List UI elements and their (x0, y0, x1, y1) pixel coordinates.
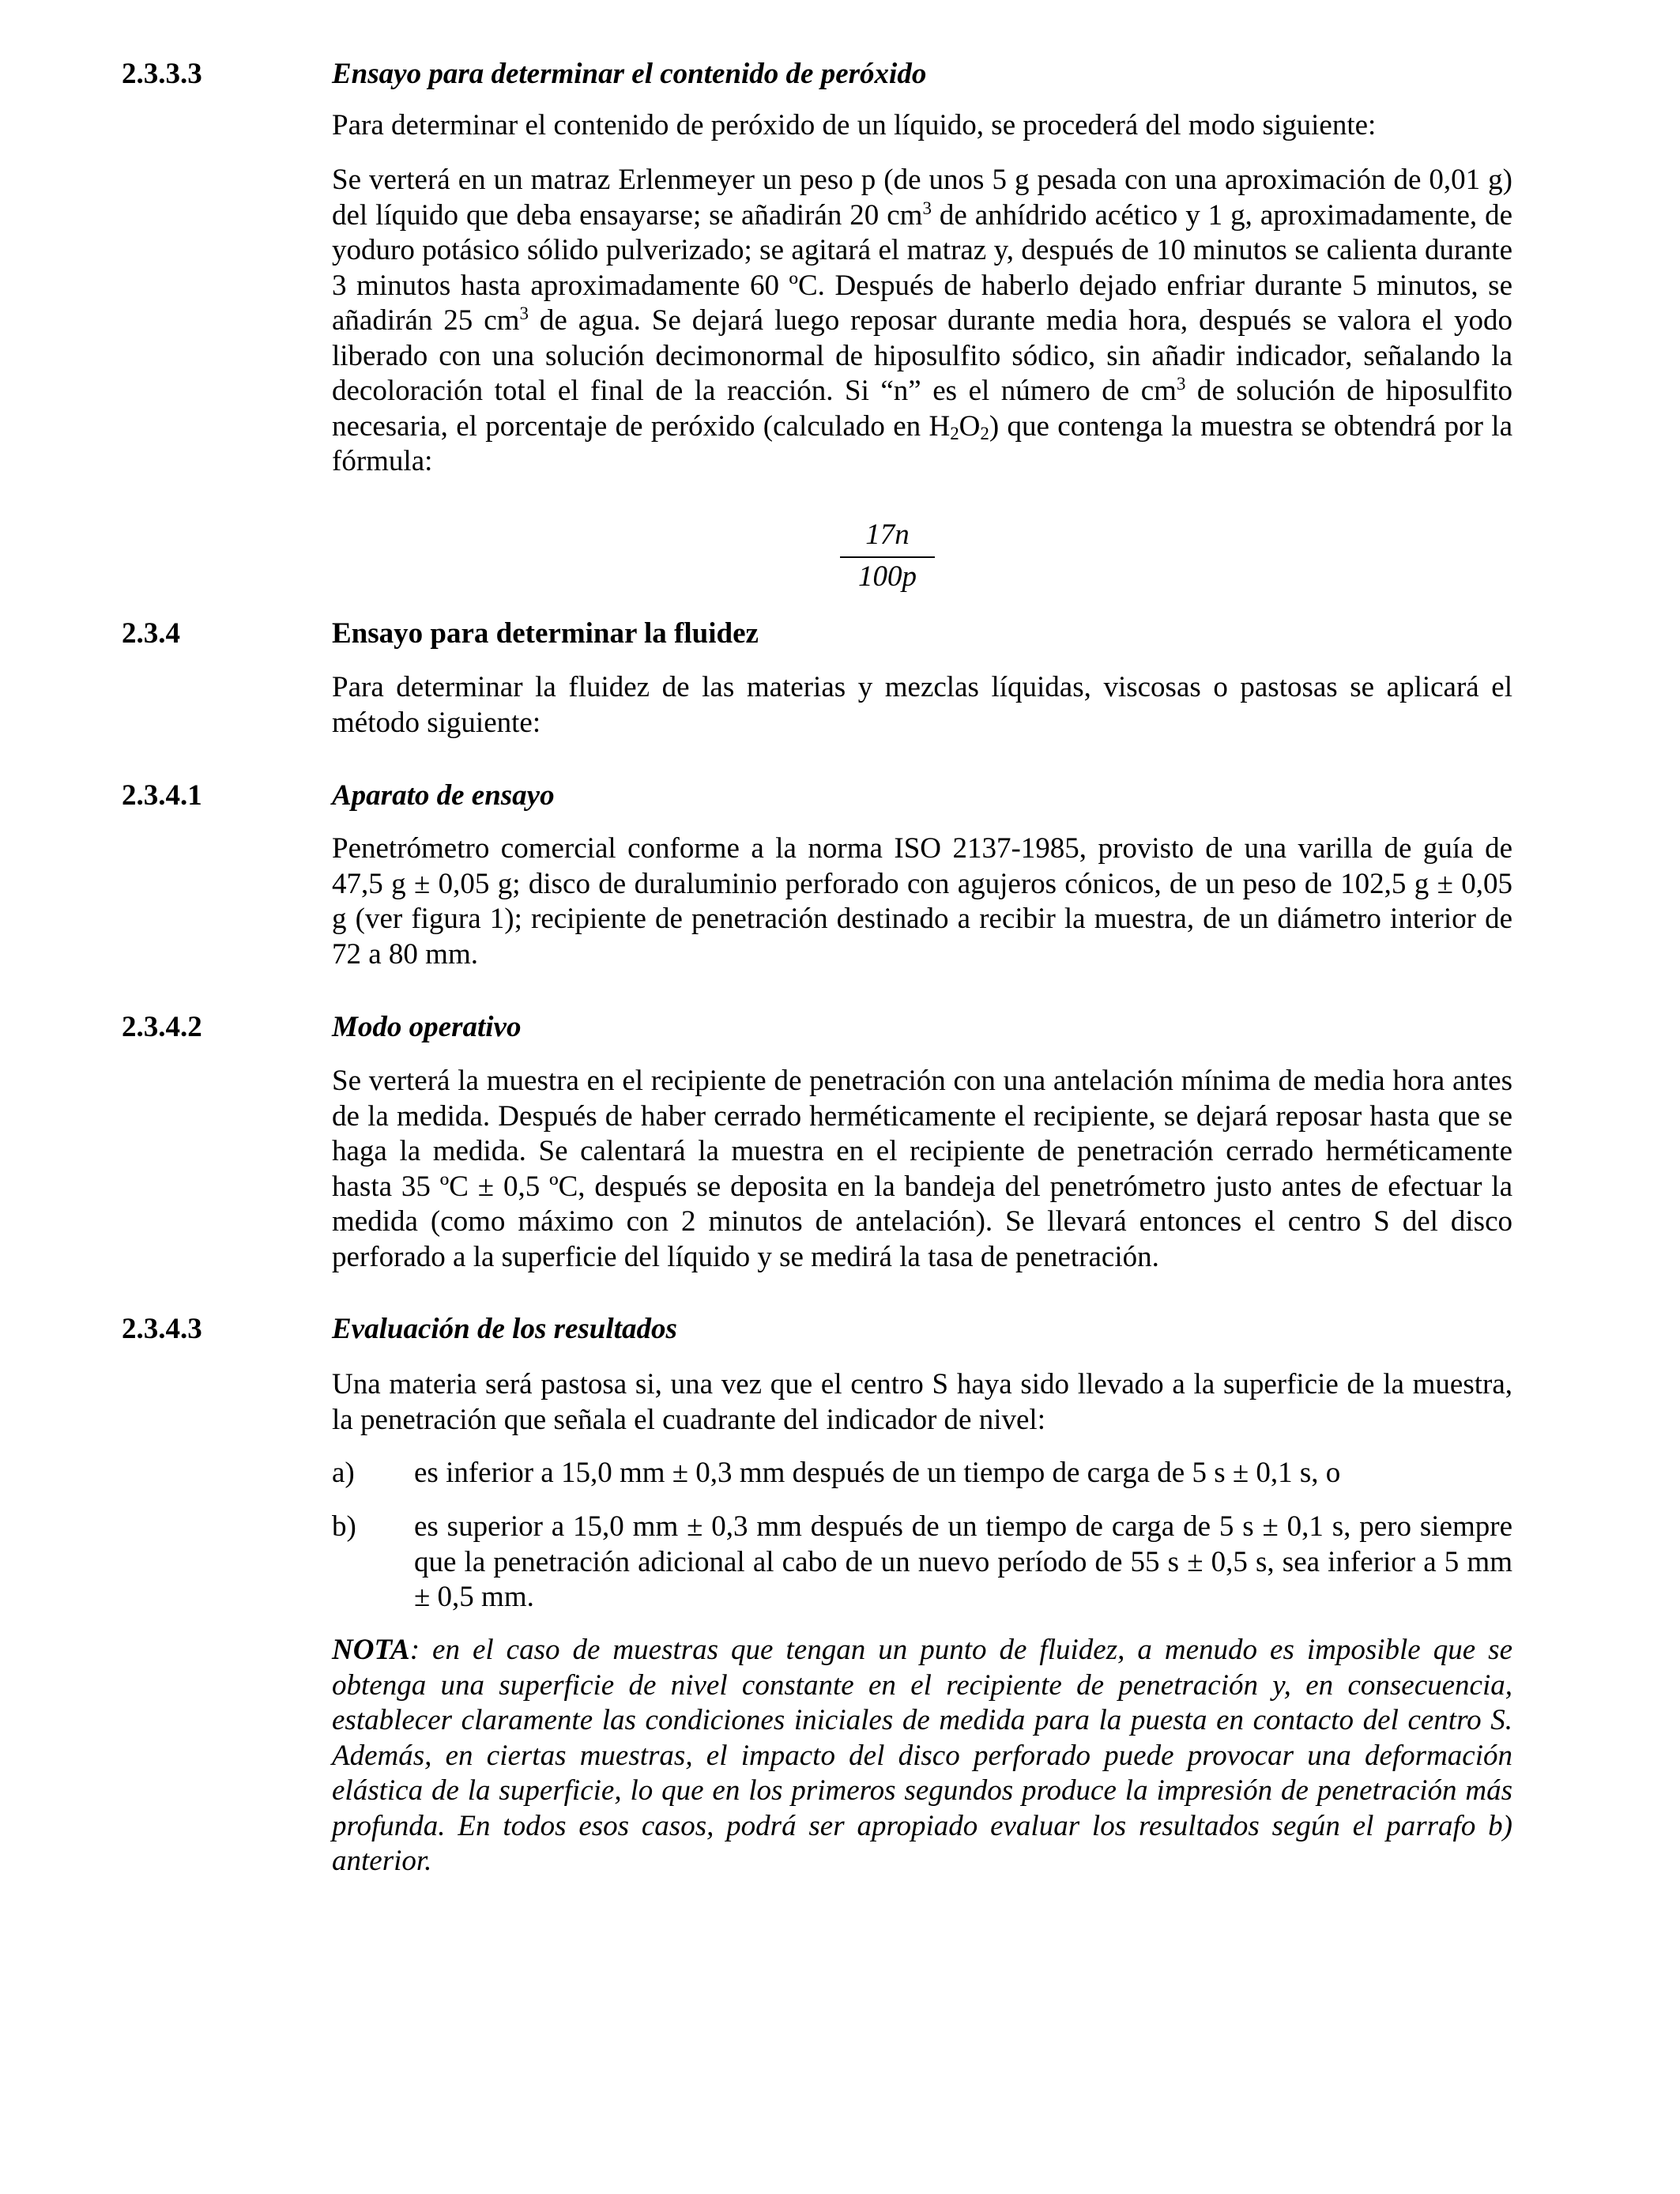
formula-denominator: 100p (858, 560, 917, 593)
text-run: Se verterá en un matraz Erlenmeyer un peso p (de unos 5 g pesada con una aproximación de 0,01 g) del líquido que deba ensayarse; se añadirán 20 cm (332, 164, 1512, 232)
section-2-3-4-2-body (332, 1064, 1512, 1275)
list-text: es inferior a 15,0 mm ± 0,3 mm después de un tiempo de carga de 5 s ± 0,1 s, o (414, 1457, 1341, 1489)
text-run: de anhídrido acético y 1 g, aproximadamente, de yoduro potásico sólido pulverizado; se agitará el matraz y, después de 10 minutos se calienta durante 3 minutos hasta aproximadamente 60 ºC. Después de haberlo dejado enfriar durante 5 minutos, se añadirán 25 cm (332, 198, 1512, 337)
paragraph: Para determinar la fluidez de las materias y mezclas líquidas, viscosas o pastosas se aplicará el método siguiente: (332, 671, 1512, 739)
superscript: 3 (519, 303, 529, 324)
formula-numerator: 17n (840, 518, 935, 558)
section-2-3-4-intro (332, 670, 1512, 741)
subscript: 2 (980, 423, 989, 443)
section-2-3-4-3-intro (332, 1367, 1512, 1438)
section-number: 2.3.4.2 (122, 1011, 202, 1043)
note-paragraph (332, 1633, 1512, 1879)
section-number: 2.3.4.1 (122, 779, 202, 812)
section-title: Ensayo para determinar el contenido de peróxido (332, 58, 927, 90)
section-2-3-3-3-body (332, 163, 1512, 480)
section-title: Evaluación de los resultados (332, 1313, 677, 1345)
text-run: ) que contenga la muestra se obtendrá por la fórmula: (332, 409, 1512, 477)
section-title: Ensayo para determinar la fluidez (332, 617, 759, 650)
superscript: 3 (1176, 374, 1186, 394)
note-text: : en el caso de muestras que tengan un punto de fluidez, a menudo es imposible que se obtenga una superficie de nivel constante en el recipiente de penetración y, en consecuencia, establecer claramente las condiciones iniciales de medida para la puesta en contacto del centro S. Además, en ciertas muestras, el impacto del disco perforado puede provocar una deformación elástica de la superficie, lo que en los primeros segundos produce la impresión de penetración más profunda. En todos esos casos, podrá ser apropiado evaluar los resultados según el parrafo b) anterior. (332, 1634, 1512, 1877)
section-number: 2.3.4.3 (122, 1313, 202, 1345)
paragraph: Penetrómetro comercial conforme a la norma ISO 2137-1985, provisto de una varilla de guía de 47,5 g ± 0,05 g; disco de duraluminio perforado con agujeros cónicos, de un peso de 102,5 g ± 0,05 g (ver figura 1); recipiente de penetración destinado a recibir la muestra, de un diámetro interior de 72 a 80 mm. (332, 832, 1512, 971)
section-title: Aparato de ensayo (332, 779, 555, 812)
section-2-3-3-3-intro (332, 108, 1512, 144)
peroxide-formula (840, 518, 935, 594)
list-label: a) (332, 1457, 355, 1489)
paragraph: Se verterá la muestra en el recipiente de penetración con una antelación mínima de media hora antes de la medida. Después de haber cerrado herméticamente el recipiente, se dejará reposar hasta que se haga la medida. Se calentará la muestra en el recipiente de penetración cerrado herméticamente hasta 35 ºC ± 0,5 ºC, después se deposita en la bandeja del penetrómetro justo antes de efectuar la medida (como máximo con 2 minutos de antelación). Se llevará entonces el centro S del disco perforado a la superficie del líquido y se medirá la tasa de penetración. (332, 1065, 1512, 1273)
section-number: 2.3.3.3 (122, 58, 202, 90)
paragraph: Para determinar el contenido de peróxido de un líquido, se procederá del modo siguiente: (332, 109, 1377, 141)
paragraph (332, 163, 1512, 480)
subscript: 2 (950, 423, 959, 443)
section-2-3-4-1-body (332, 831, 1512, 972)
text-run: de agua. Se dejará luego reposar durante media hora, después se valora el yodo liberado con una solución decimonormal de hiposulfito sódico, sin añadir indicador, señalando la decoloración total el final de la reacción. Si “n” es el número de cm (332, 304, 1512, 407)
note-label: NOTA (332, 1634, 410, 1666)
section-number: 2.3.4 (122, 617, 180, 650)
text-run: O (959, 409, 981, 443)
superscript: 3 (922, 198, 932, 218)
section-title: Modo operativo (332, 1011, 522, 1043)
list-text: es superior a 15,0 mm ± 0,3 mm después de un tiempo de carga de 5 s ± 0,1 s, pero siempre que la penetración adicional al cabo de un nuevo período de 55 s ± 0,5 s, sea inferior a 5 mm ± 0,5 mm. (414, 1510, 1512, 1613)
text-run: de solución de hiposulfito necesaria, el porcentaje de peróxido (calculado en H (332, 375, 1512, 443)
paragraph: Una materia será pastosa si, una vez que el centro S haya sido llevado a la superficie de la muestra, la penetración que señala el cuadrante del indicador de nivel: (332, 1368, 1512, 1436)
list-label: b) (332, 1510, 356, 1543)
